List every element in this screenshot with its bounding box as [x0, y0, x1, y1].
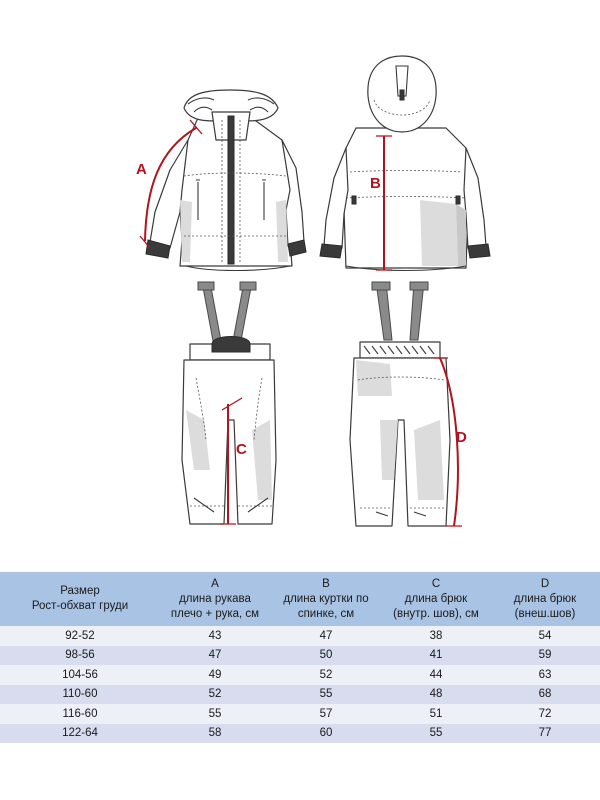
- cell-c: 48: [382, 685, 490, 705]
- pants-back-drawing: [350, 282, 450, 526]
- cell-d: 59: [490, 646, 600, 666]
- table-row: [0, 704, 600, 724]
- cell-c: 38: [382, 626, 490, 646]
- cell-b: 52: [270, 665, 382, 685]
- cell-a: 52: [160, 685, 270, 705]
- label-d: D: [456, 429, 467, 446]
- table-row: [0, 665, 600, 685]
- label-b: B: [370, 175, 381, 192]
- label-a: A: [136, 161, 147, 178]
- cell-a: 43: [160, 626, 270, 646]
- table-row: [0, 724, 600, 744]
- cell-size: 92-52: [0, 626, 160, 646]
- jacket-front-drawing: [146, 90, 306, 271]
- table-header-row: [0, 572, 600, 626]
- cell-a: 49: [160, 665, 270, 685]
- cell-b: 50: [270, 646, 382, 666]
- cell-d: 77: [490, 724, 600, 744]
- cell-size: 98-56: [0, 646, 160, 666]
- cell-size: 116-60: [0, 704, 160, 724]
- cell-b: 60: [270, 724, 382, 744]
- cell-b: 47: [270, 626, 382, 646]
- cell-d: 63: [490, 665, 600, 685]
- cell-d: 54: [490, 626, 600, 646]
- header-c: C длина брюк (внутр. шов), см: [382, 572, 490, 626]
- size-table: [0, 572, 600, 743]
- header-d: D длина брюк (внеш.шов): [490, 572, 600, 626]
- cell-c: 55: [382, 724, 490, 744]
- cell-b: 57: [270, 704, 382, 724]
- cell-a: 55: [160, 704, 270, 724]
- cell-b: 55: [270, 685, 382, 705]
- jacket-back-drawing: [320, 56, 490, 271]
- cell-size: 110-60: [0, 685, 160, 705]
- label-c: C: [236, 441, 247, 458]
- cell-d: 68: [490, 685, 600, 705]
- header-b: B длина куртки по спинке, см: [270, 572, 382, 626]
- cell-c: 41: [382, 646, 490, 666]
- table-row: [0, 646, 600, 666]
- cell-c: 44: [382, 665, 490, 685]
- header-size: Размер Рост-обхват груди: [0, 572, 160, 626]
- header-a: A длина рукава плечо + рука, см: [160, 572, 270, 626]
- cell-a: 47: [160, 646, 270, 666]
- cell-size: 104-56: [0, 665, 160, 685]
- table-row: [0, 685, 600, 705]
- cell-size: 122-64: [0, 724, 160, 744]
- cell-a: 58: [160, 724, 270, 744]
- table-row: [0, 626, 600, 646]
- cell-c: 51: [382, 704, 490, 724]
- cell-d: 72: [490, 704, 600, 724]
